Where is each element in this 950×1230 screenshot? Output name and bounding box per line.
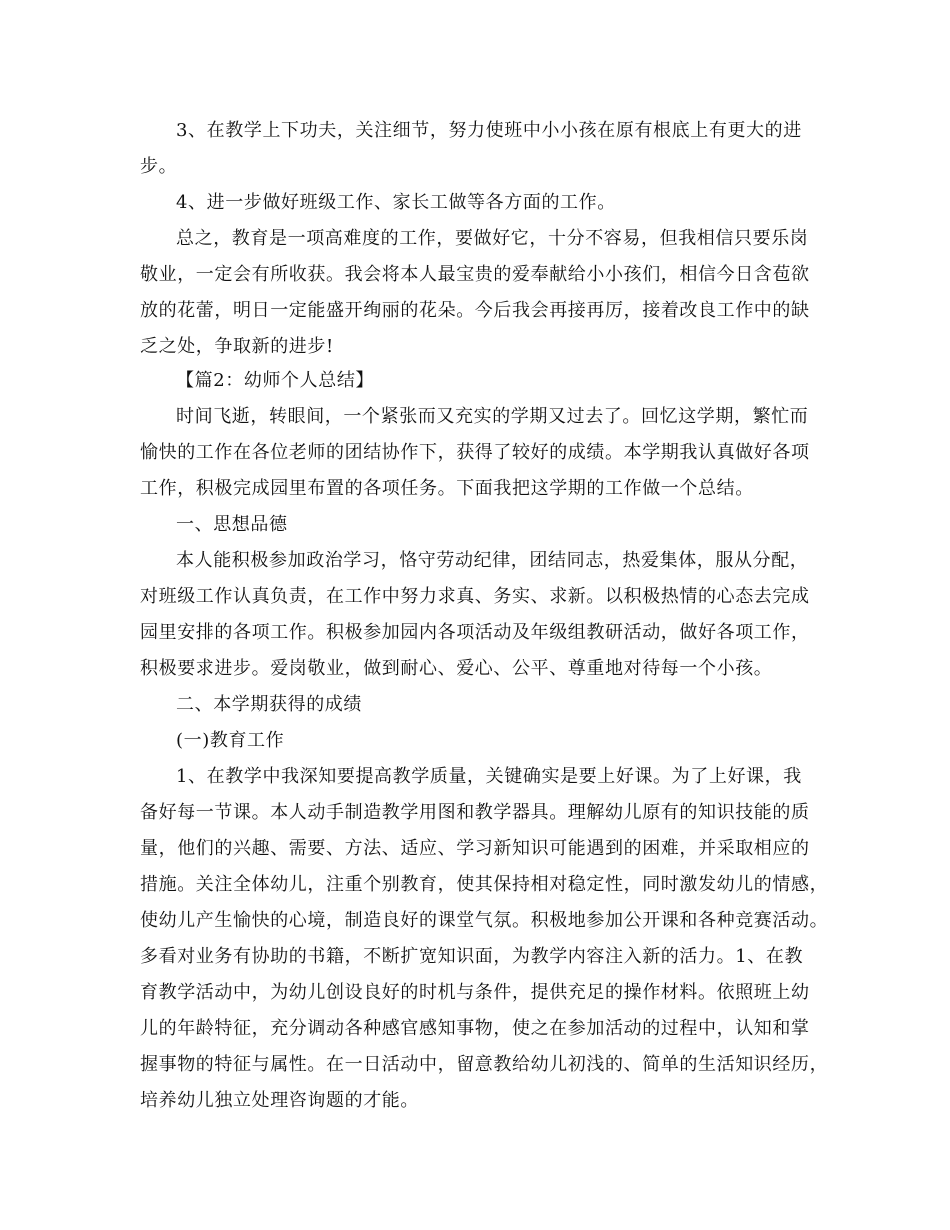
text-line: 备好每一节课。本人动手制造教学用图和教学器具。理解幼儿原有的知识技能的质 bbox=[140, 802, 810, 823]
text-line: 多看对业务有协助的书籍，不断扩宽知识面，为教学内容注入新的活力。1、在教 bbox=[140, 946, 804, 967]
text-line: 园里安排的各项工作。积极参加园内各项活动及年级组教研活动，做好各项工作， bbox=[140, 622, 810, 643]
text-line: 本人能积极参加政治学习，恪守劳动纪律，团结同志，热爱集体，服从分配， bbox=[176, 550, 809, 571]
text-line: 培养幼儿独立处理咨询题的才能。 bbox=[140, 1090, 419, 1111]
text-line: 步。 bbox=[140, 156, 178, 177]
text-line: 3、在教学上下功夫，关注细节，努力使班中小小孩在原有根底上有更大的进 bbox=[176, 120, 802, 141]
text-line: 量，他们的兴趣、需要、方法、适应、学习新知识可能遇到的困难，并采取相应的 bbox=[140, 838, 810, 859]
text-line: 握事物的特征与属性。在一日活动中，留意教给幼儿初浅的、简单的生活知识经历， bbox=[140, 1054, 829, 1075]
text-line: 放的花蕾，明日一定能盛开绚丽的花朵。今后我会再接再厉，接着改良工作中的缺 bbox=[140, 300, 810, 321]
text-line: 积极要求进步。爱岗敬业，做到耐心、爱心、公平、尊重地对待每一个小孩。 bbox=[140, 658, 773, 679]
text-line: 4、进一步做好班级工作、家长工做等各方面的工作。 bbox=[176, 192, 616, 213]
text-line: 对班级工作认真负责，在工作中努力求真、务实、求新。以积极热情的心态去完成 bbox=[140, 586, 810, 607]
section-heading: (一)教育工作 bbox=[176, 730, 285, 751]
text-line: 1、在教学中我深知要提高教学质量，关键确实是要上好课。为了上好课，我 bbox=[176, 766, 802, 787]
section-heading: 二、本学期获得的成绩 bbox=[176, 694, 362, 715]
text-line: 愉快的工作在各位老师的团结协作下，获得了较好的成绩。本学期我认真做好各项 bbox=[140, 442, 810, 463]
text-line: 工作，积极完成园里布置的各项任务。下面我把这学期的工作做一个总结。 bbox=[140, 478, 754, 499]
text-line: 时间飞逝，转眼间，一个紧张而又充实的学期又过去了。回忆这学期，繁忙而 bbox=[176, 406, 809, 427]
text-line: 育教学活动中，为幼儿创设良好的时机与条件，提供充足的操作材料。依照班上幼 bbox=[140, 982, 810, 1003]
text-line: 儿的年龄特征，充分调动各种感官感知事物，使之在参加活动的过程中，认知和掌 bbox=[140, 1018, 810, 1039]
text-line: 乏之处，争取新的进步! bbox=[140, 336, 334, 357]
text-line: 使幼儿产生愉快的心境，制造良好的课堂气氛。积极地参加公开课和各种竞赛活动。 bbox=[140, 910, 829, 931]
section-heading: 【篇2：幼师个人总结】 bbox=[176, 370, 375, 391]
text-line: 总之，教育是一项高难度的工作，要做好它，十分不容易，但我相信只要乐岗 bbox=[176, 228, 809, 249]
text-line: 措施。关注全体幼儿，注重个别教育，使其保持相对稳定性，同时激发幼儿的情感， bbox=[140, 874, 829, 895]
section-heading: 一、思想品德 bbox=[176, 514, 288, 535]
text-line: 敬业，一定会有所收获。我会将本人最宝贵的爱奉献给小小孩们，相信今日含苞欲 bbox=[140, 264, 810, 285]
